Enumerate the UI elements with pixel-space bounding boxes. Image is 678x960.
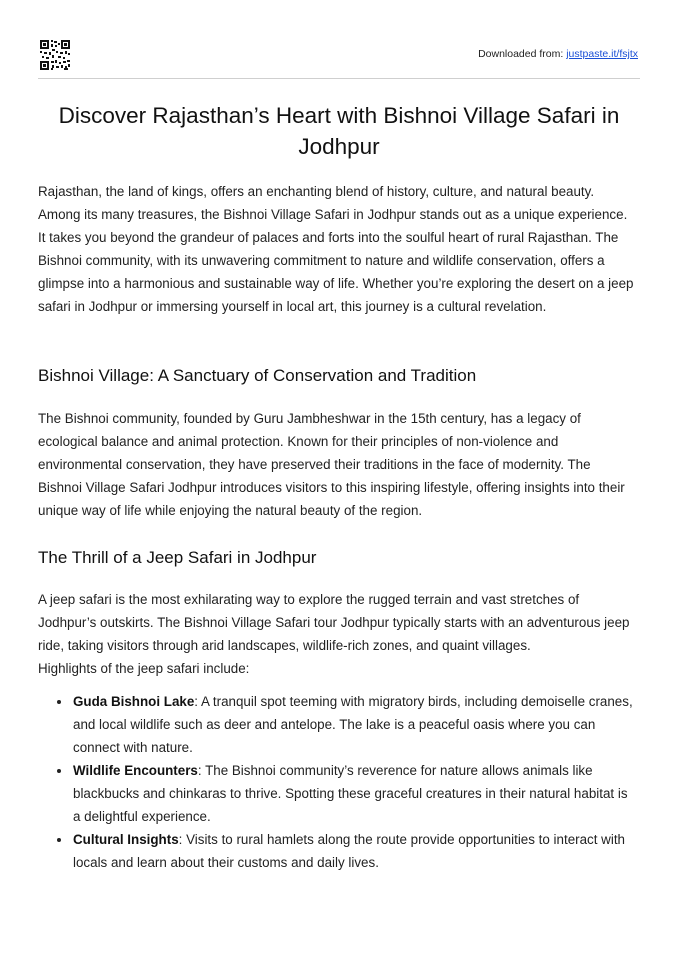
list-item: [38, 690, 638, 759]
page-title: Discover Rajasthan’s Heart with Bishnoi Village Safari in Jodhpur: [58, 103, 620, 159]
jeep-safari-section: [38, 588, 638, 874]
section-heading-jeep-safari: The Thrill of a Jeep Safari in Jodhpur: [38, 548, 317, 567]
download-label: Downloaded from:: [478, 48, 567, 60]
list-item-term: Cultural Insights: [73, 832, 179, 847]
list-item-text: : The Bishnoi community’s reverence for nature allows animals like blackbucks and chinkaras to thrive. Spotting these graceful creatures in their natural habitat is a delightful experience.: [73, 763, 628, 824]
bullet-icon: [57, 838, 61, 842]
bullet-icon: [57, 700, 61, 704]
list-item: [38, 828, 638, 874]
qr-code-icon: [40, 40, 70, 70]
page-header: [38, 40, 640, 79]
list-item-term: Wildlife Encounters: [73, 763, 198, 778]
bishnoi-village-section: [38, 407, 638, 522]
jeep-safari-paragraph: A jeep safari is the most exhilarating way to explore the rugged terrain and vast stretches of Jodhpur’s outskirts. The Bishnoi Village Safari tour Jodhpur typically starts with an adventurous jeep ride, taking visitors through arid landscapes, wildlife-rich zones, and quaint villages.: [38, 592, 630, 653]
intro-paragraph: Rajasthan, the land of kings, offers an enchanting blend of history, culture, and natural beauty. Among its many treasures, the Bishnoi Village Safari in Jodhpur stands out as a unique experience. It takes you beyond the grandeur of palaces and forts into the soulful heart of rural Rajasthan. The Bishnoi community, with its unwavering commitment to nature and wildlife conservation, offers a glimpse into a harmonious and sustainable way of life. Whether you’re exploring the desert on a jeep safari in Jodhpur or immersing yourself in local art, this journey is a cultural revelation.: [38, 184, 634, 314]
bullet-icon: [57, 769, 61, 773]
download-source: [478, 48, 638, 60]
source-link[interactable]: justpaste.it/fsjtx: [566, 48, 638, 60]
list-item-text: : Visits to rural hamlets along the route provide opportunities to interact with locals and learn about their customs and daily lives.: [73, 832, 625, 870]
section-heading-bishnoi-village: Bishnoi Village: A Sanctuary of Conservation and Tradition: [38, 366, 477, 385]
list-item-term: Guda Bishnoi Lake: [73, 694, 195, 709]
bishnoi-village-paragraph: The Bishnoi community, founded by Guru Jambheshwar in the 15th century, has a legacy of ecological balance and animal protection. Known for their principles of non-violence and environmental conservation, they have preserved their traditions in the face of modernity. The Bishnoi Village Safari Jodhpur introduces visitors to this inspiring lifestyle, offering insights into their unique way of life while enjoying the natural beauty of the region.: [38, 411, 625, 518]
list-item: [38, 759, 638, 828]
highlights-intro: Highlights of the jeep safari include:: [38, 661, 250, 676]
list-item-text: : A tranquil spot teeming with migratory birds, including demoiselle cranes, and local wildlife such as deer and antelope. The lake is a peaceful oasis where you can connect with nature.: [73, 694, 633, 755]
highlights-list: [38, 690, 638, 874]
intro-section: [38, 180, 638, 318]
